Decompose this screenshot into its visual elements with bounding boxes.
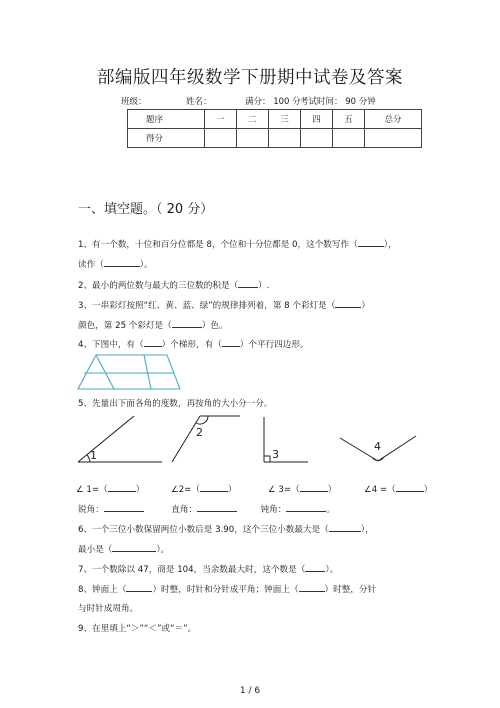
- question-text: ），: [383, 240, 397, 250]
- score-table: [127, 109, 422, 148]
- question-text: ∠2=（: [171, 485, 200, 495]
- question-1-line-2: [78, 257, 153, 270]
- angle-label: 1: [90, 449, 97, 462]
- score-table-header-row: [128, 110, 422, 129]
- question-text: 6、一个三位小数保留两位小数后是 3.90，这个三位小数最大是（: [78, 525, 329, 535]
- obtuse-label: 钝角：: [260, 505, 287, 515]
- angle-2-measure: [171, 482, 237, 495]
- answer-blank[interactable]: [300, 482, 328, 492]
- exam-time-label: 考试时间： 90 分钟: [300, 97, 376, 107]
- table-cell: 得分: [128, 129, 205, 148]
- question-5: 5、先量出下面各角的度数，再按角的大小分一分。: [78, 399, 273, 409]
- right-label: 直角：: [171, 505, 198, 515]
- answer-blank[interactable]: [108, 482, 136, 492]
- question-6-line-2: [78, 542, 169, 555]
- table-cell: 题序: [128, 110, 205, 129]
- question-text: ∠4 =（: [364, 485, 396, 495]
- question-text: ∠ 1=（: [76, 485, 108, 495]
- question-text: ）: [423, 485, 433, 495]
- question-text: ）: [327, 485, 337, 495]
- answer-blank[interactable]: [396, 482, 424, 492]
- question-text: ）。: [156, 545, 170, 555]
- answer-blank[interactable]: [335, 298, 361, 308]
- table-cell: [269, 129, 301, 148]
- trapezoid-lines: [78, 355, 180, 389]
- question-8-line-1: [78, 582, 376, 595]
- table-cell: 一: [205, 110, 237, 129]
- table-cell: 总分: [365, 110, 422, 129]
- name-label: 姓名：: [186, 97, 212, 107]
- question-text: ）。: [325, 565, 339, 575]
- question-4: [78, 337, 309, 350]
- question-2: [78, 278, 269, 291]
- question-6-line-1: [78, 522, 374, 535]
- question-3-line-1: [78, 298, 370, 311]
- answer-blank[interactable]: [200, 482, 228, 492]
- answer-blank[interactable]: [299, 582, 325, 592]
- angle-label: 4: [374, 440, 381, 453]
- question-text: ）时整，分针: [324, 585, 377, 595]
- angle-label: 3: [272, 448, 279, 461]
- question-text: 1、有一个数，十位和百分位都是 8，个位和十分位都是 0，这个数写作（: [78, 240, 358, 250]
- question-3-line-2: [78, 318, 228, 331]
- answer-blank[interactable]: [358, 237, 384, 247]
- answer-blank[interactable]: [104, 502, 144, 512]
- answer-blank[interactable]: [112, 542, 156, 552]
- table-cell: 三: [269, 110, 301, 129]
- table-cell: [205, 129, 237, 148]
- question-text: 7、一个数除以 47，商是 104，当余数最大时，这个数是（: [78, 565, 306, 575]
- table-cell: [301, 129, 333, 148]
- acute-label: 锐角：: [78, 505, 104, 515]
- question-text: ∠ 3=（: [268, 485, 300, 495]
- question-text: 颜色，第 25 个彩灯是（: [78, 321, 172, 331]
- question-text: 2、最小的两位数与最大的三位数的积是（: [78, 281, 239, 291]
- question-1-line-1: [78, 237, 397, 250]
- answer-blank[interactable]: [329, 522, 361, 532]
- question-7: [78, 562, 338, 575]
- angle-4-measure: [364, 482, 432, 495]
- question-text: ）时整，时针和分针成平角；钟面上（: [152, 585, 299, 595]
- answer-blank[interactable]: [104, 257, 140, 267]
- question-text: ）: [227, 485, 237, 495]
- section-heading: 一、填空题。（ 20 分）: [78, 202, 214, 217]
- table-cell: 二: [237, 110, 269, 129]
- answer-blank[interactable]: [126, 582, 152, 592]
- question-text: ）个梯形，有（: [161, 340, 222, 350]
- angle-1-measure: [76, 482, 144, 495]
- angle-2: [172, 416, 240, 462]
- question-text: ）: [135, 485, 145, 495]
- question-8-line-2: 与时针成周角。: [78, 604, 139, 614]
- full-score-label: 满分： 100 分: [245, 97, 301, 107]
- table-cell: [365, 129, 422, 148]
- answer-blank[interactable]: [238, 278, 258, 288]
- question-text: ）: [361, 301, 370, 311]
- question-text: 最小是（: [78, 545, 113, 555]
- question-9: 9、在里填上“＞”“＜”或“＝”。: [78, 624, 197, 634]
- question-text: ）。: [139, 260, 153, 270]
- question-text: ）色。: [201, 321, 228, 331]
- question-text: 8、钟面上（: [78, 585, 127, 595]
- question-text: ），: [360, 525, 374, 535]
- answer-blank[interactable]: [197, 502, 237, 512]
- answer-blank[interactable]: [286, 502, 326, 512]
- trapezoid-figure: [76, 352, 186, 392]
- answer-blank[interactable]: [222, 337, 240, 347]
- class-label: 班级：: [121, 97, 147, 107]
- angle-label: 2: [196, 426, 203, 439]
- question-text: 。: [326, 505, 335, 515]
- question-text: 4、下图中，有（: [78, 340, 144, 350]
- angle-3-measure: [268, 482, 336, 495]
- table-cell: [333, 129, 365, 148]
- score-table-score-row: [128, 129, 422, 148]
- table-cell: 四: [301, 110, 333, 129]
- page-number: 1 / 6: [239, 686, 261, 696]
- table-cell: 五: [333, 110, 365, 129]
- angle-3: [264, 417, 308, 462]
- question-text: 3、一串彩灯按照“红、黄、蓝、绿”的规律排列着，第 8 个彩灯是（: [78, 301, 336, 311]
- answer-blank[interactable]: [172, 318, 202, 328]
- question-text: ）.: [258, 281, 270, 291]
- answer-blank[interactable]: [144, 337, 162, 347]
- answer-blank[interactable]: [305, 562, 325, 572]
- question-text: ）个平行四边形。: [239, 340, 309, 350]
- page-title: 部编版四年级数学下册期中试卷及答案: [97, 68, 403, 88]
- angle-classification: [78, 502, 335, 515]
- table-cell: [237, 129, 269, 148]
- question-text: 读作（: [78, 260, 104, 270]
- angles-figure: [76, 414, 426, 470]
